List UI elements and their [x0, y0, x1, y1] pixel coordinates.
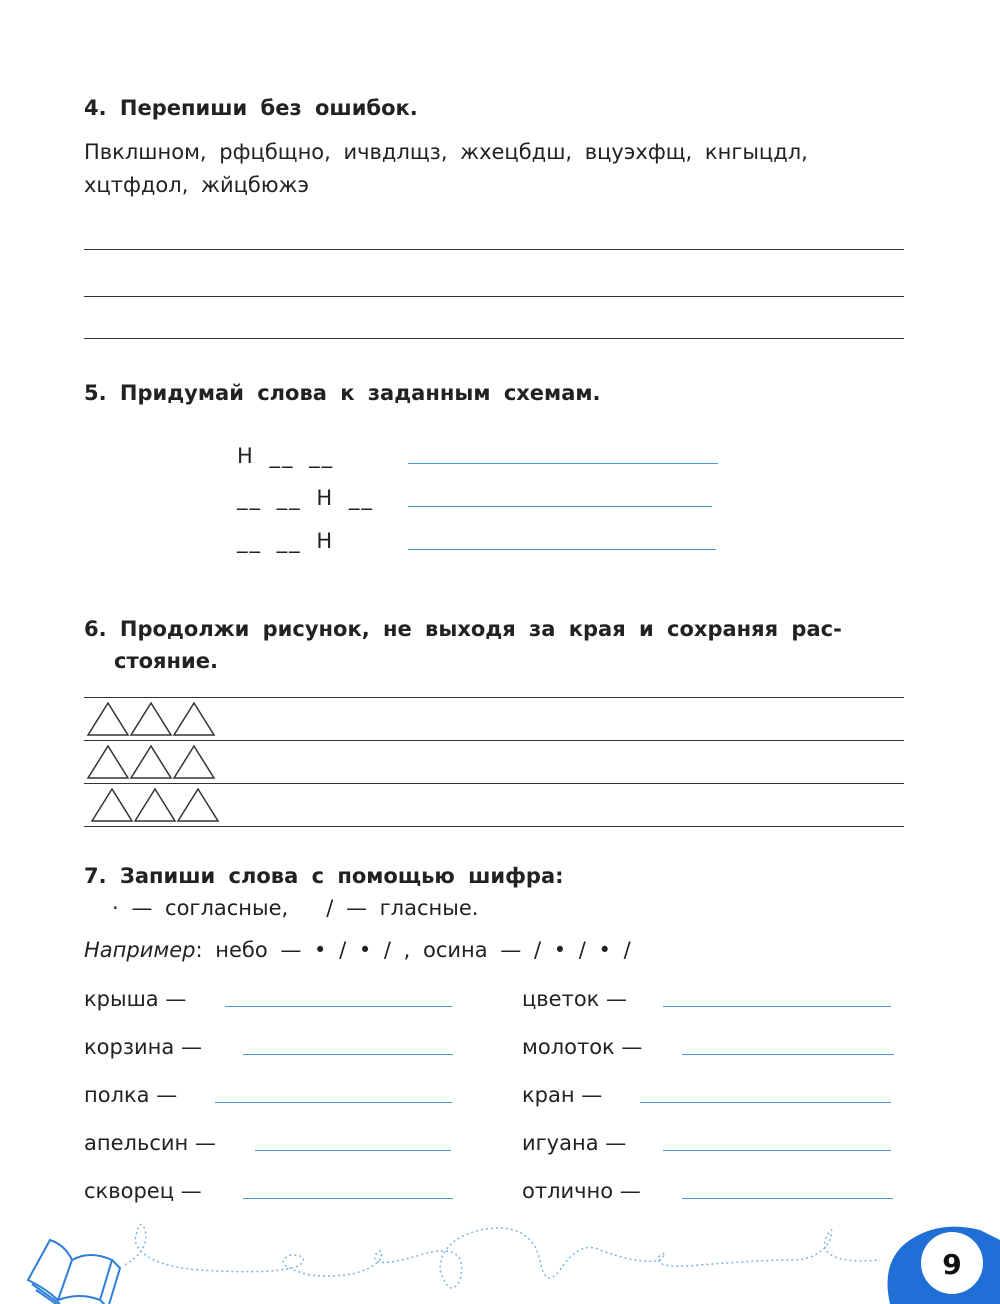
- answer-line[interactable]: [255, 1150, 451, 1151]
- triangle-pattern[interactable]: [84, 697, 904, 827]
- answer-line[interactable]: [243, 1198, 453, 1199]
- triangle-shape: [88, 746, 128, 778]
- answer-line[interactable]: [682, 1054, 894, 1055]
- triangle-shape: [178, 789, 218, 821]
- answer-line[interactable]: [663, 1150, 891, 1151]
- word-left-3: полка —: [84, 1083, 178, 1107]
- triangle-shape: [174, 703, 214, 735]
- answer-line[interactable]: [225, 1006, 452, 1007]
- example-text: : небо — • / • / , осина — / • / • /: [195, 938, 631, 962]
- task5-title: 5. Придумай слова к заданным схемам.: [84, 381, 601, 405]
- answer-line[interactable]: [215, 1102, 452, 1103]
- example-label: Например: [84, 938, 196, 962]
- answer-line[interactable]: [408, 463, 718, 464]
- task7-legend: · — согласные, / — гласные.: [112, 896, 479, 920]
- task4-title: 4. Перепиши без ошибок.: [84, 96, 418, 120]
- answer-line[interactable]: [682, 1198, 893, 1199]
- open-book-icon: [28, 1240, 120, 1304]
- word-right-4: игуана —: [522, 1131, 627, 1155]
- triangle-shape: [174, 746, 214, 778]
- triangle-shape: [135, 789, 175, 821]
- answer-line[interactable]: [663, 1006, 891, 1007]
- word-right-2: молоток —: [522, 1035, 643, 1059]
- word-left-5: скворец —: [84, 1179, 202, 1203]
- triangle-shape: [131, 746, 171, 778]
- task4-text-line2: хцтфдол, жйцбюжэ: [84, 173, 309, 197]
- answer-line[interactable]: [243, 1054, 453, 1055]
- answer-line[interactable]: [640, 1102, 891, 1103]
- writing-line[interactable]: [84, 296, 904, 297]
- writing-line[interactable]: [84, 249, 904, 250]
- page-number: 9: [942, 1248, 962, 1281]
- triangle-shape: [92, 789, 132, 821]
- answer-line[interactable]: [408, 506, 712, 507]
- word-left-4: апельсин —: [84, 1131, 216, 1155]
- word-right-5: отлично —: [522, 1179, 641, 1203]
- task7-example: [84, 938, 631, 962]
- scheme-2: __ __ Н __: [237, 486, 374, 510]
- dotted-swirl: [125, 1224, 880, 1288]
- footer-decoration: [0, 1220, 1000, 1304]
- answer-line[interactable]: [408, 549, 716, 550]
- word-right-3: кран —: [522, 1083, 603, 1107]
- word-right-1: цветок —: [522, 987, 628, 1011]
- writing-line[interactable]: [84, 338, 904, 339]
- triangle-shape: [131, 703, 171, 735]
- task7-title: 7. Запиши слова с помощью шифра:: [84, 864, 564, 888]
- task6-title: 6. Продолжи рисунок, не выходя за края и сохраняя рас-: [84, 617, 842, 641]
- task4-text-line1: Пвклшном, рфцбщно, ичвдлщз, жхецбдш, вцуэхфщ, кнгыцдл,: [84, 140, 808, 164]
- triangle-shape: [88, 703, 128, 735]
- scheme-3: __ __ Н: [237, 529, 335, 553]
- word-left-1: крыша —: [84, 987, 187, 1011]
- word-left-2: корзина —: [84, 1035, 202, 1059]
- task6-title-cont: стояние.: [114, 649, 218, 673]
- scheme-1: Н __ __: [237, 444, 335, 468]
